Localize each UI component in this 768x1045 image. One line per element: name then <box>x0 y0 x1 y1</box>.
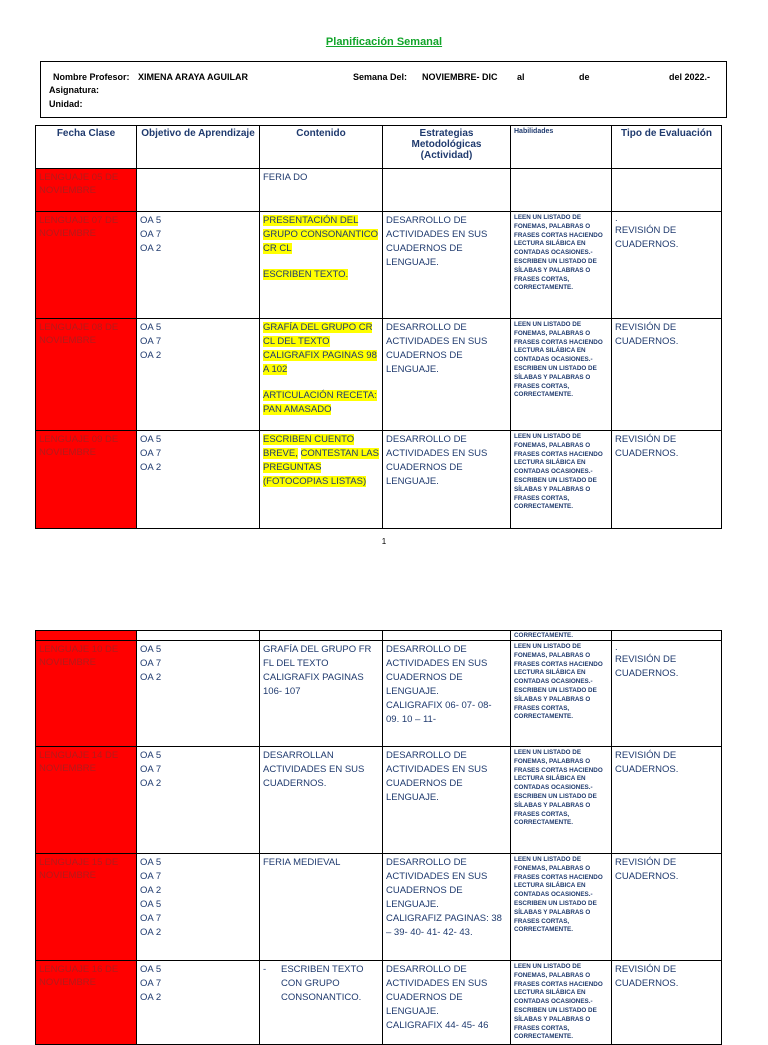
fecha-cell: LENGUAJE 05 DE NOVIEMBRE <box>36 169 137 212</box>
estrategia-cell <box>383 169 511 212</box>
contenido-highlight: ARTICULACIÓN RECETA: PAN AMASADO <box>263 390 377 415</box>
contenido-text: ESCRIBEN TEXTO CON GRUPO CONSONANTICO. <box>281 964 364 1003</box>
oa-item: OA 5 <box>140 215 162 226</box>
semana-value: NOVIEMBRE- DIC <box>422 72 498 82</box>
oa-item: OA 2 <box>140 885 162 896</box>
contenido-highlight: GRAFÍA DEL GRUPO CR CL DEL TEXTO CALIGRAFIX PAGINAS 98 A 102 <box>263 322 377 375</box>
profesor-label: Nombre Profesor: <box>53 72 130 82</box>
oa-item: OA 5 <box>140 857 162 868</box>
oa-item: OA 5 <box>140 434 162 445</box>
oa-item: OA 5 <box>140 964 162 975</box>
header-contenido: Contenido <box>260 126 383 169</box>
oa-item: OA 5 <box>140 750 162 761</box>
evaluacion-cell: REVISIÓN DE CUADERNOS. <box>612 961 722 1045</box>
fecha-cell: LENGUAJE 10 DE NOVIEMBRE <box>36 641 137 747</box>
estrategia-extra: CALIGRAFIZ PAGINAS: 38 – 39- 40- 41- 42- 43. <box>386 913 502 938</box>
evaluacion-dot: . <box>615 213 618 224</box>
header-objetivo: Objetivo de Aprendizaje <box>137 126 260 169</box>
fecha-cell: LENGUAJE 09 DE NOVIEMBRE <box>36 431 137 529</box>
estrategia-cell: DESARROLLO DE ACTIVIDADES EN SUS CUADERNOS DE LENGUAJE. <box>383 319 511 431</box>
estrategia-extra: CALIGRAFIX 06- 07- 08- 09. 10 – 11- <box>386 700 492 725</box>
oa-item: OA 7 <box>140 658 162 669</box>
evaluacion-cell <box>612 169 722 212</box>
estrategia-text: DESARROLLO DE ACTIVIDADES EN SUS CUADERNOS DE LENGUAJE. <box>386 857 488 910</box>
contenido-highlight: PRESENTACIÓN DEL GRUPO CONSONANTICO CR CL <box>263 215 379 254</box>
habilidades-cell: LEEN UN LISTADO DE FONEMAS, PALABRAS O FRASES CORTAS HACIENDO LECTURA SILÁBICA EN CONTADAS OCASIONES.- ESCRIBEN UN LISTADO DE SÍLABAS Y PALABRAS O FRASES CORTAS, CORRECTAMENTE. <box>511 212 612 319</box>
evaluacion-cell <box>612 212 722 319</box>
oa-item: OA 2 <box>140 243 162 254</box>
fecha-cell: LENGUAJE 07 DE NOVIEMBRE <box>36 212 137 319</box>
unidad-label: Unidad: <box>49 99 83 109</box>
objetivo-cell <box>137 212 260 319</box>
estrategia-cell <box>383 854 511 961</box>
objetivo-cell <box>137 631 260 641</box>
fecha-cell: LENGUAJE 08 DE NOVIEMBRE <box>36 319 137 431</box>
habilidades-cell: LEEN UN LISTADO DE FONEMAS, PALABRAS O FRASES CORTAS HACIENDO LECTURA SILÁBICA EN CONTADAS OCASIONES.- ESCRIBEN UN LISTADO DE SÍLABAS Y PALABRAS O FRASES CORTAS, CORRECTAMENTE. <box>511 961 612 1045</box>
contenido-highlight: ESCRIBEN TEXTO. <box>263 269 349 280</box>
contenido-cell <box>260 631 383 641</box>
objetivo-cell <box>137 854 260 961</box>
habilidades-cell: LEEN UN LISTADO DE FONEMAS, PALABRAS O FRASES CORTAS HACIENDO LECTURA SILÁBICA EN CONTADAS OCASIONES.- ESCRIBEN UN LISTADO DE SÍLABAS Y PALABRAS O FRASES CORTAS, CORRECTAMENTE. <box>511 641 612 747</box>
estrategia-cell <box>383 641 511 747</box>
table-row <box>36 641 722 747</box>
contenido-cell <box>260 431 383 529</box>
objetivo-cell <box>137 961 260 1045</box>
table-row <box>36 854 722 961</box>
contenido-cell: FERIA DO <box>260 169 383 212</box>
fecha-cell: LENGUAJE 15 DE NOVIEMBRE <box>36 854 137 961</box>
oa-item: OA 7 <box>140 229 162 240</box>
estrategia-extra: CALIGRAFIX 44- 45- 46 <box>386 1020 489 1031</box>
estrategia-cell: DESARROLLO DE ACTIVIDADES EN SUS CUADERNOS DE LENGUAJE. <box>383 747 511 854</box>
oa-item: OA 7 <box>140 336 162 347</box>
page-number: 1 <box>381 537 387 546</box>
plan-table-page-2 <box>35 630 722 1045</box>
oa-item: OA 5 <box>140 899 162 910</box>
fecha-cell: LENGUAJE 14 DE NOVIEMBRE <box>36 747 137 854</box>
habilidades-cell: LEEN UN LISTADO DE FONEMAS, PALABRAS O FRASES CORTAS HACIENDO LECTURA SILÁBICA EN CONTADAS OCASIONES.- ESCRIBEN UN LISTADO DE SÍLABAS Y PALABRAS O FRASES CORTAS, CORRECTAMENTE. <box>511 319 612 431</box>
table-row <box>36 431 722 529</box>
evaluacion-cell: REVISIÓN DE CUADERNOS. <box>612 854 722 961</box>
objetivo-cell <box>137 431 260 529</box>
document-title: Planificación Semanal <box>325 36 443 48</box>
table-row <box>36 212 722 319</box>
table-row <box>36 319 722 431</box>
oa-item: OA 7 <box>140 764 162 775</box>
profesor-value: XIMENA ARAYA AGUILAR <box>138 72 249 82</box>
evaluacion-cell: REVISIÓN DE CUADERNOS. <box>612 319 722 431</box>
estrategia-text: DESARROLLO DE ACTIVIDADES EN SUS CUADERNOS DE LENGUAJE. <box>386 964 488 1017</box>
habilidades-cell: CORRECTAMENTE. <box>511 631 612 641</box>
habilidades-cell <box>511 431 612 529</box>
evaluacion-cell <box>612 631 722 641</box>
semana-label: Semana Del: <box>353 72 408 82</box>
contenido-highlight: CONTESTAN LAS PREGUNTAS (FOTOCOPIAS LISTAS) <box>263 448 379 487</box>
evaluacion-dot: . <box>615 642 618 653</box>
header-info-box <box>40 61 727 118</box>
oa-item: OA 2 <box>140 462 162 473</box>
table-row <box>36 169 722 212</box>
evaluacion-cell: REVISIÓN DE CUADERNOS. <box>612 431 722 529</box>
oa-item: OA 7 <box>140 448 162 459</box>
estrategia-cell <box>383 631 511 641</box>
oa-item: OA 7 <box>140 871 162 882</box>
header-estrategias: Estrategias Metodológicas (Actividad) <box>383 126 511 169</box>
oa-item: OA 2 <box>140 992 162 1003</box>
contenido-cell <box>260 212 383 319</box>
evaluacion-text: REVISIÓN DE CUADERNOS. <box>615 225 679 250</box>
bullet-dash: - <box>263 964 267 975</box>
year-label: del 2022.- <box>669 72 711 82</box>
oa-item: OA 2 <box>140 350 162 361</box>
table-row <box>36 747 722 854</box>
oa-item: OA 7 <box>140 913 162 924</box>
table-row <box>36 961 722 1045</box>
habilidades-text: LEEN UN LISTADO DE FONEMAS, PALABRAS O FRASES CORTAS HACIENDO LECTURA SILÁBICA EN CONTADAS OCASIONES.- ESCRIBEN UN LISTADO DE SÍLABAS Y PALABRAS O FRASES CORTAS, CORRECTAMENTE. <box>514 433 603 511</box>
evaluacion-cell <box>612 641 722 747</box>
oa-item: OA 5 <box>140 322 162 333</box>
habilidades-cell <box>511 169 612 212</box>
al-label: al <box>517 72 525 82</box>
plan-table-page-1 <box>35 125 722 529</box>
header-fecha: Fecha Clase <box>36 126 137 169</box>
objetivo-cell <box>137 319 260 431</box>
fecha-cell <box>36 631 137 641</box>
fecha-cell: LENGUAJE 16 DE NOVIEMBRE <box>36 961 137 1045</box>
asignatura-label: Asignatura: <box>49 85 100 95</box>
header-habilidades: Habilidades <box>511 126 612 169</box>
de-label: de <box>579 72 590 82</box>
table-row-continuation <box>36 631 722 641</box>
estrategia-text: DESARROLLO DE ACTIVIDADES EN SUS CUADERNOS DE LENGUAJE. <box>386 644 488 697</box>
habilidades-cell: LEEN UN LISTADO DE FONEMAS, PALABRAS O FRASES CORTAS HACIENDO LECTURA SILÁBICA EN CONTADAS OCASIONES.- ESCRIBEN UN LISTADO DE SÍLABAS Y PALABRAS O FRASES CORTAS, CORRECTAMENTE. <box>511 854 612 961</box>
contenido-cell <box>260 319 383 431</box>
estrategia-cell <box>383 961 511 1045</box>
estrategia-cell: DESARROLLO DE ACTIVIDADES EN SUS CUADERNOS DE LENGUAJE. <box>383 431 511 529</box>
contenido-cell: GRAFÍA DEL GRUPO FR FL DEL TEXTO CALIGRAFIX PAGINAS 106- 107 <box>260 641 383 747</box>
oa-item: OA 7 <box>140 978 162 989</box>
evaluacion-cell: REVISIÓN DE CUADERNOS. <box>612 747 722 854</box>
header-evaluacion: Tipo de Evaluación <box>612 126 722 169</box>
estrategia-cell: DESARROLLO DE ACTIVIDADES EN SUS CUADERNOS DE LENGUAJE. <box>383 212 511 319</box>
objetivo-cell <box>137 747 260 854</box>
contenido-highlight: ESCRIBEN CUENTO BREVE, <box>263 434 355 459</box>
oa-item: OA 2 <box>140 927 162 938</box>
table-header-row <box>36 126 722 169</box>
oa-item: OA 2 <box>140 672 162 683</box>
objetivo-cell <box>137 169 260 212</box>
contenido-cell <box>260 961 383 1045</box>
habilidades-cell: LEEN UN LISTADO DE FONEMAS, PALABRAS O FRASES CORTAS HACIENDO LECTURA SILÁBICA EN CONTADAS OCASIONES.- ESCRIBEN UN LISTADO DE SÍLABAS Y PALABRAS O FRASES CORTAS, CORRECTAMENTE. <box>511 747 612 854</box>
objetivo-cell <box>137 641 260 747</box>
evaluacion-text: REVISIÓN DE CUADERNOS. <box>615 654 679 679</box>
contenido-cell: DESARROLLAN ACTIVIDADES EN SUS CUADERNOS. <box>260 747 383 854</box>
oa-item: OA 2 <box>140 778 162 789</box>
oa-item: OA 5 <box>140 644 162 655</box>
contenido-cell: FERIA MEDIEVAL <box>260 854 383 961</box>
